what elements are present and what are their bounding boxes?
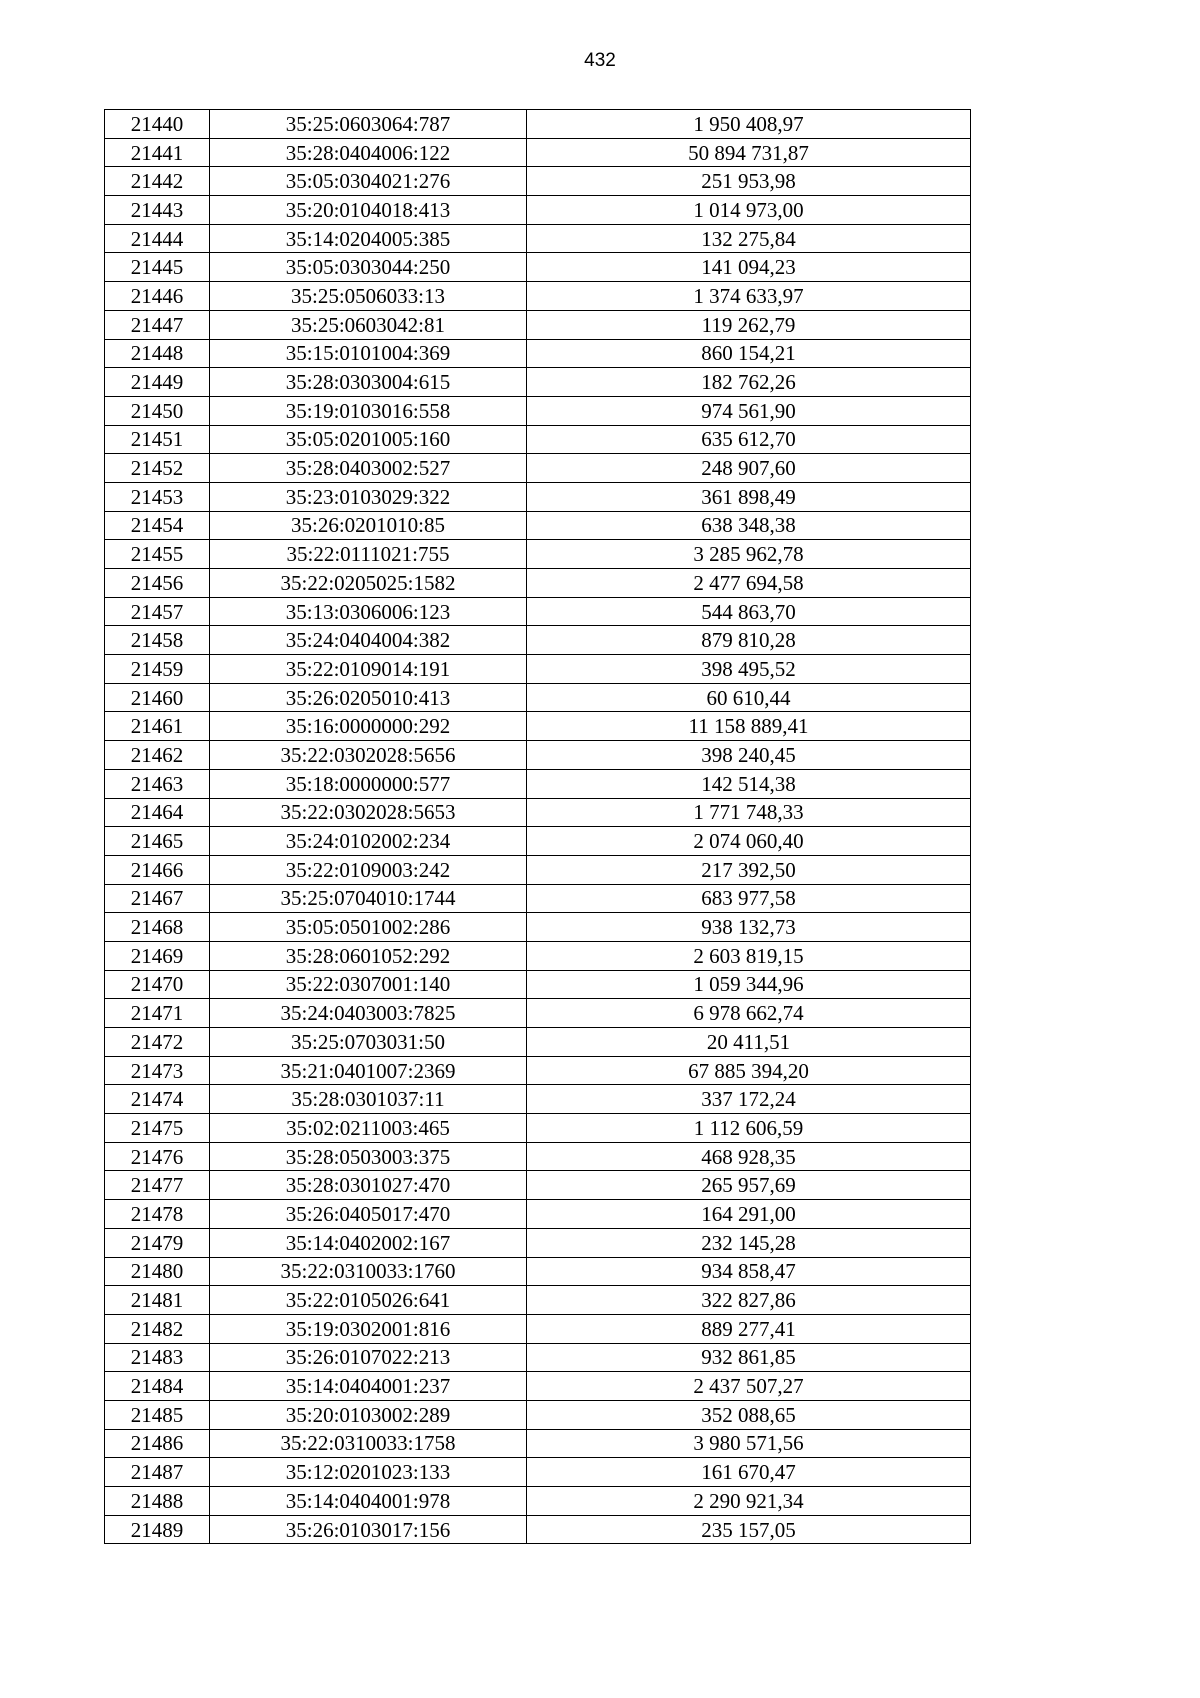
cadastral-number-cell: 35:22:0302028:5653 — [210, 798, 527, 827]
value-cell: 938 132,73 — [527, 913, 971, 942]
table-row — [105, 1400, 971, 1429]
row-number-cell: 21445 — [105, 253, 210, 282]
cadastral-number-cell: 35:20:0104018:413 — [210, 196, 527, 225]
table-row — [105, 1114, 971, 1143]
value-cell: 337 172,24 — [527, 1085, 971, 1114]
table-row — [105, 138, 971, 167]
row-number-cell: 21454 — [105, 511, 210, 540]
row-number-cell: 21469 — [105, 941, 210, 970]
table-row — [105, 597, 971, 626]
cadastral-number-cell: 35:02:0211003:465 — [210, 1114, 527, 1143]
value-cell: 1 112 606,59 — [527, 1114, 971, 1143]
value-cell: 934 858,47 — [527, 1257, 971, 1286]
cadastral-number-cell: 35:24:0403003:7825 — [210, 999, 527, 1028]
value-cell: 141 094,23 — [527, 253, 971, 282]
row-number-cell: 21468 — [105, 913, 210, 942]
row-number-cell: 21478 — [105, 1200, 210, 1229]
table-row — [105, 798, 971, 827]
row-number-cell: 21464 — [105, 798, 210, 827]
page-number: 432 — [584, 50, 616, 71]
cadastral-number-cell: 35:28:0404006:122 — [210, 138, 527, 167]
table-row — [105, 396, 971, 425]
cadastral-number-cell: 35:26:0205010:413 — [210, 683, 527, 712]
cadastral-number-cell: 35:26:0103017:156 — [210, 1515, 527, 1544]
cadastral-number-cell: 35:26:0107022:213 — [210, 1343, 527, 1372]
row-number-cell: 21463 — [105, 769, 210, 798]
cadastral-number-cell: 35:05:0303044:250 — [210, 253, 527, 282]
cadastral-number-cell: 35:28:0403002:527 — [210, 454, 527, 483]
cadastral-number-cell: 35:22:0105026:641 — [210, 1286, 527, 1315]
row-number-cell: 21486 — [105, 1429, 210, 1458]
value-cell: 398 240,45 — [527, 741, 971, 770]
value-cell: 2 074 060,40 — [527, 827, 971, 856]
row-number-cell: 21466 — [105, 855, 210, 884]
registry-table-body — [105, 110, 971, 1544]
cadastral-number-cell: 35:22:0111021:755 — [210, 540, 527, 569]
cadastral-number-cell: 35:21:0401007:2369 — [210, 1056, 527, 1085]
table-row — [105, 196, 971, 225]
table-row — [105, 1200, 971, 1229]
row-number-cell: 21489 — [105, 1515, 210, 1544]
row-number-cell: 21488 — [105, 1487, 210, 1516]
value-cell: 544 863,70 — [527, 597, 971, 626]
table-row — [105, 970, 971, 999]
value-cell: 1 771 748,33 — [527, 798, 971, 827]
row-number-cell: 21449 — [105, 368, 210, 397]
cadastral-number-cell: 35:18:0000000:577 — [210, 769, 527, 798]
table-row — [105, 741, 971, 770]
cadastral-number-cell: 35:25:0703031:50 — [210, 1028, 527, 1057]
table-row — [105, 1429, 971, 1458]
value-cell: 60 610,44 — [527, 683, 971, 712]
row-number-cell: 21446 — [105, 282, 210, 311]
row-number-cell: 21484 — [105, 1372, 210, 1401]
row-number-cell: 21441 — [105, 138, 210, 167]
row-number-cell: 21462 — [105, 741, 210, 770]
cadastral-number-cell: 35:05:0501002:286 — [210, 913, 527, 942]
row-number-cell: 21443 — [105, 196, 210, 225]
row-number-cell: 21473 — [105, 1056, 210, 1085]
table-row — [105, 999, 971, 1028]
row-number-cell: 21456 — [105, 569, 210, 598]
cadastral-number-cell: 35:28:0601052:292 — [210, 941, 527, 970]
table-row — [105, 1343, 971, 1372]
row-number-cell: 21475 — [105, 1114, 210, 1143]
cadastral-number-cell: 35:28:0301037:11 — [210, 1085, 527, 1114]
row-number-cell: 21457 — [105, 597, 210, 626]
cadastral-number-cell: 35:14:0402002:167 — [210, 1228, 527, 1257]
table-row — [105, 1458, 971, 1487]
cadastral-number-cell: 35:22:0307001:140 — [210, 970, 527, 999]
value-cell: 3 980 571,56 — [527, 1429, 971, 1458]
row-number-cell: 21479 — [105, 1228, 210, 1257]
cadastral-number-cell: 35:22:0109014:191 — [210, 655, 527, 684]
row-number-cell: 21460 — [105, 683, 210, 712]
table-row — [105, 253, 971, 282]
row-number-cell: 21471 — [105, 999, 210, 1028]
value-cell: 361 898,49 — [527, 482, 971, 511]
value-cell: 932 861,85 — [527, 1343, 971, 1372]
cadastral-number-cell: 35:26:0201010:85 — [210, 511, 527, 540]
value-cell: 879 810,28 — [527, 626, 971, 655]
row-number-cell: 21474 — [105, 1085, 210, 1114]
value-cell: 398 495,52 — [527, 655, 971, 684]
cadastral-number-cell: 35:25:0704010:1744 — [210, 884, 527, 913]
value-cell: 638 348,38 — [527, 511, 971, 540]
value-cell: 11 158 889,41 — [527, 712, 971, 741]
cadastral-number-cell: 35:28:0303004:615 — [210, 368, 527, 397]
row-number-cell: 21476 — [105, 1142, 210, 1171]
table-row — [105, 1228, 971, 1257]
row-number-cell: 21440 — [105, 110, 210, 139]
row-number-cell: 21458 — [105, 626, 210, 655]
value-cell: 235 157,05 — [527, 1515, 971, 1544]
cadastral-number-cell: 35:22:0310033:1760 — [210, 1257, 527, 1286]
cadastral-number-cell: 35:22:0302028:5656 — [210, 741, 527, 770]
value-cell: 232 145,28 — [527, 1228, 971, 1257]
row-number-cell: 21472 — [105, 1028, 210, 1057]
table-row — [105, 511, 971, 540]
row-number-cell: 21447 — [105, 310, 210, 339]
table-row — [105, 1257, 971, 1286]
cadastral-number-cell: 35:25:0603042:81 — [210, 310, 527, 339]
value-cell: 1 374 633,97 — [527, 282, 971, 311]
row-number-cell: 21459 — [105, 655, 210, 684]
row-number-cell: 21467 — [105, 884, 210, 913]
row-number-cell: 21485 — [105, 1400, 210, 1429]
cadastral-number-cell: 35:26:0405017:470 — [210, 1200, 527, 1229]
cadastral-number-cell: 35:13:0306006:123 — [210, 597, 527, 626]
table-row — [105, 712, 971, 741]
value-cell: 164 291,00 — [527, 1200, 971, 1229]
table-row — [105, 1314, 971, 1343]
cadastral-number-cell: 35:19:0302001:816 — [210, 1314, 527, 1343]
table-row — [105, 1056, 971, 1085]
row-number-cell: 21470 — [105, 970, 210, 999]
row-number-cell: 21482 — [105, 1314, 210, 1343]
table-row — [105, 769, 971, 798]
cadastral-number-cell: 35:14:0204005:385 — [210, 224, 527, 253]
table-row — [105, 1171, 971, 1200]
table-row — [105, 913, 971, 942]
cadastral-number-cell: 35:15:0101004:369 — [210, 339, 527, 368]
table-row — [105, 941, 971, 970]
table-row — [105, 1372, 971, 1401]
table-row — [105, 855, 971, 884]
row-number-cell: 21461 — [105, 712, 210, 741]
registry-table — [104, 109, 971, 1544]
row-number-cell: 21444 — [105, 224, 210, 253]
cadastral-number-cell: 35:22:0205025:1582 — [210, 569, 527, 598]
cadastral-number-cell: 35:14:0404001:978 — [210, 1487, 527, 1516]
value-cell: 217 392,50 — [527, 855, 971, 884]
table-row — [105, 827, 971, 856]
row-number-cell: 21448 — [105, 339, 210, 368]
row-number-cell: 21442 — [105, 167, 210, 196]
value-cell: 6 978 662,74 — [527, 999, 971, 1028]
row-number-cell: 21481 — [105, 1286, 210, 1315]
row-number-cell: 21465 — [105, 827, 210, 856]
cadastral-number-cell: 35:12:0201023:133 — [210, 1458, 527, 1487]
value-cell: 1 059 344,96 — [527, 970, 971, 999]
value-cell: 67 885 394,20 — [527, 1056, 971, 1085]
cadastral-number-cell: 35:25:0506033:13 — [210, 282, 527, 311]
value-cell: 468 928,35 — [527, 1142, 971, 1171]
cadastral-number-cell: 35:24:0404004:382 — [210, 626, 527, 655]
table-row — [105, 540, 971, 569]
cadastral-number-cell: 35:22:0109003:242 — [210, 855, 527, 884]
table-row — [105, 1286, 971, 1315]
value-cell: 132 275,84 — [527, 224, 971, 253]
value-cell: 161 670,47 — [527, 1458, 971, 1487]
table-row — [105, 310, 971, 339]
row-number-cell: 21480 — [105, 1257, 210, 1286]
cadastral-number-cell: 35:16:0000000:292 — [210, 712, 527, 741]
cadastral-number-cell: 35:28:0503003:375 — [210, 1142, 527, 1171]
value-cell: 20 411,51 — [527, 1028, 971, 1057]
table-row — [105, 167, 971, 196]
cadastral-number-cell: 35:19:0103016:558 — [210, 396, 527, 425]
value-cell: 1 950 408,97 — [527, 110, 971, 139]
value-cell: 251 953,98 — [527, 167, 971, 196]
table-row — [105, 482, 971, 511]
table-row — [105, 368, 971, 397]
row-number-cell: 21450 — [105, 396, 210, 425]
table-row — [105, 683, 971, 712]
value-cell: 2 603 819,15 — [527, 941, 971, 970]
row-number-cell: 21487 — [105, 1458, 210, 1487]
value-cell: 142 514,38 — [527, 769, 971, 798]
value-cell: 248 907,60 — [527, 454, 971, 483]
cadastral-number-cell: 35:25:0603064:787 — [210, 110, 527, 139]
value-cell: 3 285 962,78 — [527, 540, 971, 569]
cadastral-number-cell: 35:05:0201005:160 — [210, 425, 527, 454]
value-cell: 119 262,79 — [527, 310, 971, 339]
cadastral-number-cell: 35:05:0304021:276 — [210, 167, 527, 196]
table-row — [105, 1028, 971, 1057]
table-row — [105, 339, 971, 368]
table-row — [105, 1085, 971, 1114]
value-cell: 2 477 694,58 — [527, 569, 971, 598]
value-cell: 889 277,41 — [527, 1314, 971, 1343]
row-number-cell: 21452 — [105, 454, 210, 483]
value-cell: 50 894 731,87 — [527, 138, 971, 167]
cadastral-number-cell: 35:20:0103002:289 — [210, 1400, 527, 1429]
row-number-cell: 21455 — [105, 540, 210, 569]
table-row — [105, 425, 971, 454]
table-row — [105, 1487, 971, 1516]
table-row — [105, 655, 971, 684]
table-row — [105, 282, 971, 311]
cadastral-number-cell: 35:28:0301027:470 — [210, 1171, 527, 1200]
table-row — [105, 454, 971, 483]
value-cell: 1 014 973,00 — [527, 196, 971, 225]
row-number-cell: 21451 — [105, 425, 210, 454]
value-cell: 860 154,21 — [527, 339, 971, 368]
table-row — [105, 1515, 971, 1544]
table-row — [105, 569, 971, 598]
table-row — [105, 884, 971, 913]
cadastral-number-cell: 35:14:0404001:237 — [210, 1372, 527, 1401]
row-number-cell: 21483 — [105, 1343, 210, 1372]
table-row — [105, 224, 971, 253]
value-cell: 635 612,70 — [527, 425, 971, 454]
value-cell: 265 957,69 — [527, 1171, 971, 1200]
row-number-cell: 21477 — [105, 1171, 210, 1200]
value-cell: 352 088,65 — [527, 1400, 971, 1429]
row-number-cell: 21453 — [105, 482, 210, 511]
value-cell: 322 827,86 — [527, 1286, 971, 1315]
value-cell: 974 561,90 — [527, 396, 971, 425]
value-cell: 2 437 507,27 — [527, 1372, 971, 1401]
cadastral-number-cell: 35:22:0310033:1758 — [210, 1429, 527, 1458]
cadastral-number-cell: 35:24:0102002:234 — [210, 827, 527, 856]
cadastral-number-cell: 35:23:0103029:322 — [210, 482, 527, 511]
value-cell: 182 762,26 — [527, 368, 971, 397]
table-row — [105, 110, 971, 139]
value-cell: 683 977,58 — [527, 884, 971, 913]
value-cell: 2 290 921,34 — [527, 1487, 971, 1516]
table-row — [105, 626, 971, 655]
table-row — [105, 1142, 971, 1171]
